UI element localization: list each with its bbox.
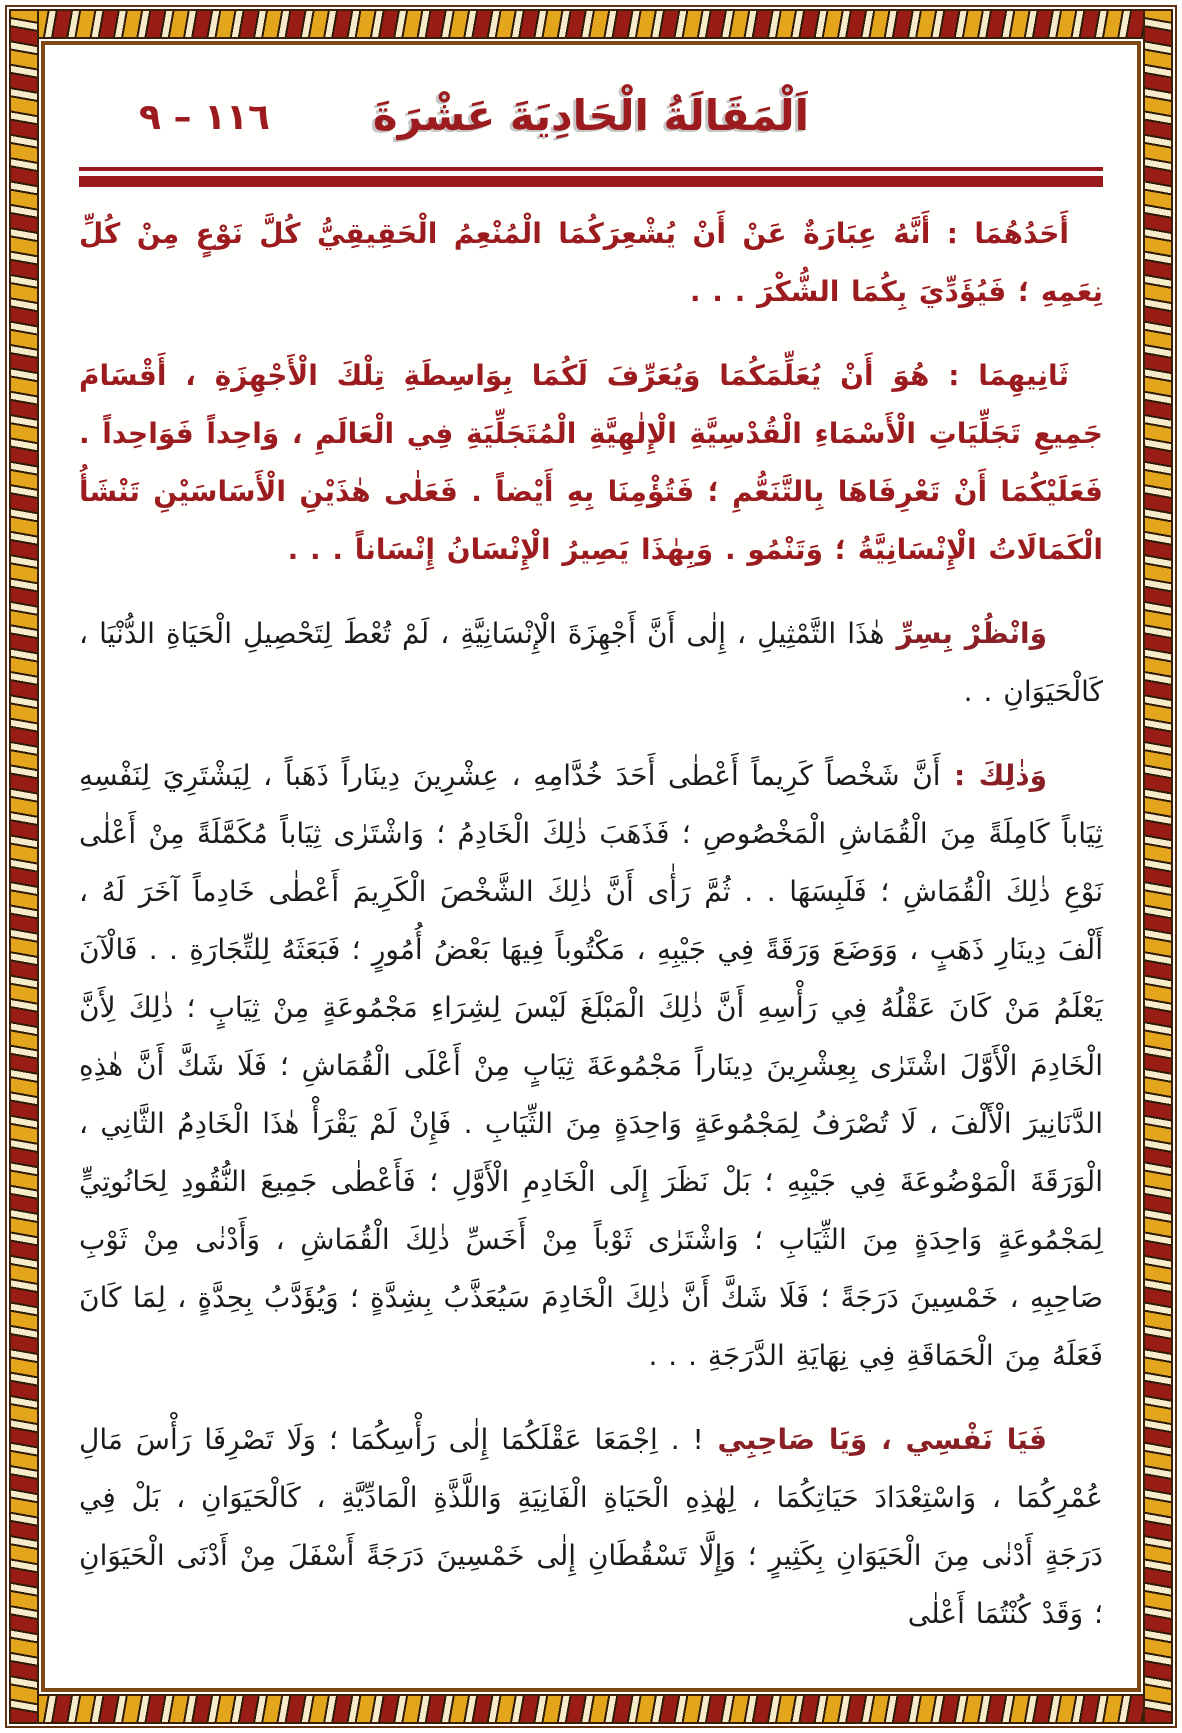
border-chain-bottom	[9, 1694, 1173, 1724]
paragraph	[79, 1411, 1103, 1643]
paragraph-body: أَنَّ شَخْصاً كَرِيماً أَعْطٰى أَحَدَ خُدَّامِهِ ، عِشْرِينَ دِينَاراً ذَهَباً ، لِيَشْتَرِيَ لِنَفْسِهِ ثِيَاباً كَامِلَةً مِنَ الْقُمَاشِ الْمَخْصُوصِ ؛ فَذَهَبَ ذٰلِكَ الْخَادِمُ ؛ وَاشْتَرٰى ثِيَاباً مُكَمَّلَةً مِنْ أَعْلٰى نَوْعِ ذٰلِكَ الْقُمَاشِ ؛ فَلَبِسَهَا . . ثُمَّ رَأٰى أَنَّ ذٰلِكَ الشَّخْصَ الْكَرِيمَ أَعْطٰى خَادِماً آخَرَ لَهُ ، أَلْفَ دِينَارِ ذَهَبٍ ، وَوَضَعَ وَرَقَةً فِي جَيْبِهِ ، مَكْتُوباً فِيهَا بَعْضُ أُمُورٍ ؛ فَبَعَثَهُ لِلتِّجَارَةِ . . فَالْآنَ يَعْلَمُ مَنْ كَانَ عَقْلُهُ فِي رَأْسِهِ أَنَّ ذٰلِكَ الْمَبْلَغَ لَيْسَ لِشِرَاءِ مَجْمُوعَةٍ مِنْ ثِيَابٍ ؛ ذٰلِكَ لِأَنَّ الْخَادِمَ الْأَوَّلَ اشْتَرٰى بِعِشْرِينَ دِينَاراً مَجْمُوعَةَ ثِيَابٍ مِنْ أَعْلَى الْقُمَاشِ ؛ فَلَا شَكَّ أَنَّ هٰذِهِ الدَّنَانِيرَ الْأَلْفَ ، لَا تُصْرَفُ لِمَجْمُوعَةٍ وَاحِدَةٍ مِنَ الثِّيَابِ . فَإِنْ لَمْ يَقْرَأْ هٰذَا الْخَادِمُ الثَّانِي ، الْوَرَقَةَ الْمَوْضُوعَةَ فِي جَيْبِهِ ؛ بَلْ نَظَرَ إِلَى الْخَادِمِ الْأَوَّلِ ؛ فَأَعْطٰى جَمِيعَ النُّقُودِ لِحَانُوتِيٍّ لِمَجْمُوعَةٍ وَاحِدَةٍ مِنَ الثِّيَابِ ؛ وَاشْتَرٰى ثَوْباً مِنْ أَخَسِّ ذٰلِكَ الْقُمَاشِ ، وَأَدْنٰى مِنْ ثَوْبِ صَاحِبِهِ ، خَمْسِينَ دَرَجَةً ؛ فَلَا شَكَّ أَنَّ ذٰلِكَ الْخَادِمَ سَيُعَذَّبُ بِشِدَّةٍ ؛ وَيُؤَدَّبُ بِحِدَّةٍ ، لِمَا كَانَ فَعَلَهُ مِنَ الْحَمَاقَةِ فِي نِهَايَةِ الدَّرَجَةِ . . .	[79, 759, 1103, 1372]
page-header	[79, 63, 1103, 159]
border-chain-left	[9, 9, 39, 1724]
border-chain-top	[9, 9, 1173, 39]
divider-thick-line	[79, 176, 1103, 187]
paragraph-body: ! . اِجْمَعَا عَقْلَكُمَا إِلٰى رَأْسِكُمَا ؛ وَلَا تَصْرِفَا رَأْسَ مَالِ عُمْرِكُمَا ، وَاسْتِعْدَادَ حَيَاتِكُمَا ، لِهٰذِهِ الْحَيَاةِ الْفَانِيَةِ وَاللَّذَّةِ الْمَادِّيَّةِ ، كَالْحَيَوَانِ ، بَلْ فِي دَرَجَةٍ أَدْنٰى مِنَ الْحَيَوَانِ بِكَثِيرٍ ؛ وَإِلَّا تَسْقُطَانِ إِلٰى خَمْسِينَ دَرَجَةً أَسْفَلَ مِنْ أَدْنَى الْحَيَوَانِ ؛ وَقَدْ كُنْتُمَا أَعْلٰى	[79, 1423, 1103, 1630]
header-divider	[79, 167, 1103, 187]
paragraph-body: أَحَدُهُمَا : أَنَّهُ عِبَارَةٌ عَنْ أَنْ يُشْعِرَكُمَا الْمُنْعِمُ الْحَقِيقِيُّ كُلَّ نَوْعٍ مِنْ كُلِّ نِعَمِهِ ؛ فَيُؤَدِّيَ بِكُمَا الشُّكْرَ . . .	[79, 217, 1103, 308]
paragraph-lead: وَذٰلِكَ :	[940, 759, 1047, 792]
paragraph-body: ثَانِيهِمَا : هُوَ أَنْ يُعَلِّمَكُمَا وَيُعَرِّفَ لَكُمَا بِوَاسِطَةِ تِلْكَ الْأَجْهِزَةِ ، أَقْسَامَ جَمِيعِ تَجَلِّيَاتِ الْأَسْمَاءِ الْقُدْسِيَّةِ الْإِلٰهِيَّةِ الْمُتَجَلِّيَةِ فِي الْعَالَمِ ، وَاحِداً فَوَاحِداً . فَعَلَيْكُمَا أَنْ تَعْرِفَاهَا بِالتَّنَعُّمِ ؛ فَتُؤْمِنَا بِهِ أَيْضاً . فَعَلٰى هٰذَيْنِ الْأَسَاسَيْنِ تَنْشَأُ الْكَمَالَاتُ الْإِنْسَانِيَّةُ ؛ وَتَنْمُو . وَبِهٰذَا يَصِيرُ الْإِنْسَانُ إِنْسَاناً . . .	[79, 359, 1103, 566]
paragraph-lead: فَيَا نَفْسِي ، وَيَا صَاحِبِي	[703, 1423, 1047, 1456]
paragraph	[79, 605, 1103, 721]
paragraph-body: هٰذَا التَّمْثِيلِ ، إِلٰى أَنَّ أَجْهِزَةَ الْإِنْسَانِيَّةِ ، لَمْ تُعْطَ لِتَحْصِيلِ الْحَيَاةِ الدُّنْيَا ، كَالْحَيَوَانِ . .	[79, 617, 1103, 708]
paragraph	[79, 347, 1103, 579]
paragraph-lead: وَانْظُرْ بِسِرِّ	[884, 617, 1047, 650]
paragraph	[79, 205, 1103, 321]
page-content	[41, 41, 1141, 1692]
paragraphs	[79, 205, 1103, 1643]
page-number: ١١٦ – ٩	[139, 97, 270, 138]
page-title: اَلْمَقَالَةُ الْحَادِيَةَ عَشْرَةَ	[372, 91, 810, 140]
paragraph	[79, 747, 1103, 1385]
border-chain-right	[1143, 9, 1173, 1724]
